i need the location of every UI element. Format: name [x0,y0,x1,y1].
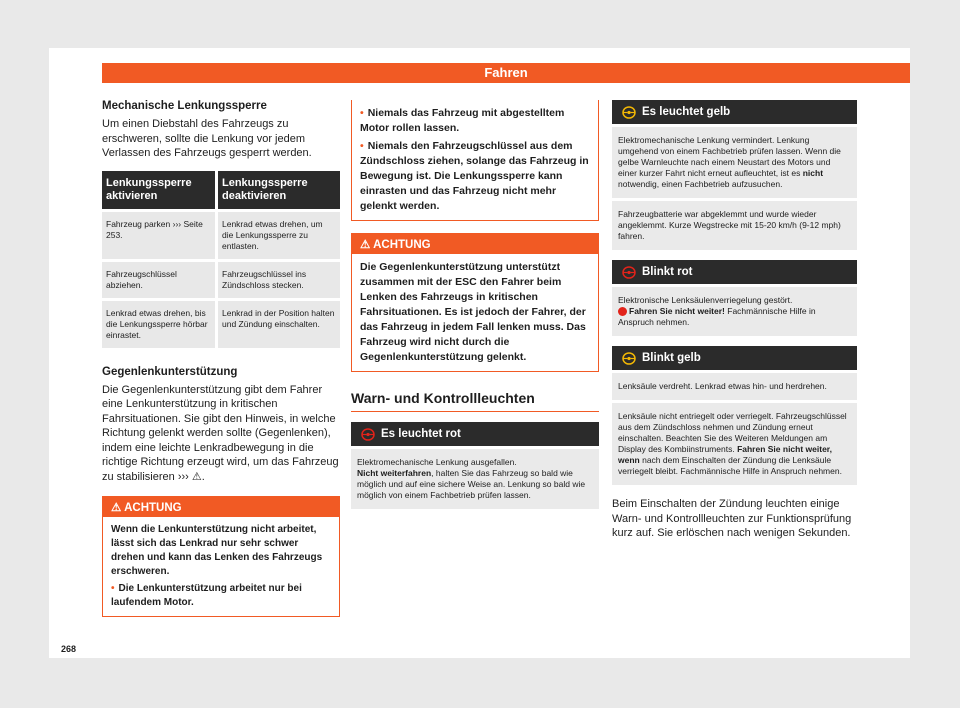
indicator-description: Lenksäule verdreht. Lenkrad etwas hin- und herdrehen. [612,370,857,400]
section-heading: Mechanische Lenkungssperre [102,100,267,112]
page-number: 268 [61,644,77,654]
indicator-title: Es leuchtet gelb [642,106,731,118]
closing-paragraph: Beim Einschalten der Zündung leuchten einige Warn- und Kontrollleuchten zur Funktionsprüfung kurz auf. Sie erlöschen nach wenigen Sekunden. [612,498,852,539]
table-row [102,298,340,348]
indicator-text: , halten Sie das Fahrzeug so bald wie möglich und auf eine sichere Weise an. Lenkung so bald wie möglich von einem Fachbetrieb prüfen lassen. [357,468,586,500]
warning-body: Die Gegenlenkunterstützung unterstützt zusammen mit der ESC den Fahrer beim Lenken des Fahrzeugs in kritischen Fahrsituationen. Es ist jedoch der Fahrer, der das Fahrzeug in jedem Fall lenken muss. Das Fahrzeug wird nicht durch die Gegenlenkunterstützung gelenkt. [360,261,586,363]
warning-body [103,517,339,616]
warning-box [102,496,340,617]
bullet-icon: • [111,583,115,594]
manual-page [49,48,910,658]
table-header: Lenkungssperre deaktivieren [218,171,340,209]
indicator-text: Elektromechanische Lenkung vermindert. Lenkung umgehend von einem Fachbetrieb prüfen lassen. Wenn die gelbe Warnleuchte nach einem Neustart des Motors und einer kurzer Fahrt nicht erneut aufleuchtet, ist es [618,135,841,178]
column-middle [351,100,599,509]
steering-column-icon [622,352,636,365]
indicator-description [351,446,599,509]
warning-box [351,233,599,372]
indicator-text: Elektromechanische Lenkung ausgefallen. [357,457,517,467]
warning-header [103,497,339,517]
indicator-description [612,284,857,336]
indicator-header-red-blink [612,260,857,284]
warning-header [352,234,598,254]
indicator-bold: Fahren Sie nicht weiter! [629,306,725,316]
table-cell: Fahrzeugschlüssel ins Zündschloss stecken. [218,259,340,298]
bullet-icon: • [360,140,364,152]
table-row [102,209,340,259]
indicator-title: Es leuchtet rot [381,428,461,440]
table-cell: Lenkrad etwas drehen, bis die Lenkungssperre hörbar einrastet. [102,298,218,348]
indicator-bold: Fahren Sie nicht weiter, wenn [618,444,833,465]
indicator-title: Blinkt rot [642,266,693,278]
indicator-text: Lenksäule nicht entriegelt oder verriegelt. Fahrzeugschlüssel aus dem Zündschloss nehmen und Zündung erneut einschalten. Beachten Sie des Weiteren Meldungen am Display des Kombiinstruments. [618,411,847,454]
indicator-title: Blinkt gelb [642,352,701,364]
paragraph: Die Gegenlenkunterstützung gibt dem Fahrer eine Lenkunterstützung in kritischen Fahrsituationen. Sie gibt den Hinweis, in welche Richtung gelenkt werden sollte (Gegenlenken), indem eine leichte Lenkradbewegung in die richtige Richtung erzeugt wird, um das Fahrzeug zu stabilisieren ››› ⚠. [102,383,339,483]
warning-bullet: Die Lenkunterstützung arbeitet nur bei laufendem Motor. [111,583,302,608]
indicator-description [612,400,857,485]
indicator-bold: nicht [802,168,824,178]
warning-title: ACHTUNG [124,502,182,514]
indicator-text: nach dem Einschalten der Zündung die Lenksäule verriegelt bleibt. Fachmännische Hilfe in Anspruch nehmen. [618,455,842,476]
warning-icon: ⚠ [111,502,122,514]
steering-column-icon [622,266,636,279]
steering-warning-icon [361,428,375,441]
steering-lock-table [102,171,340,348]
stop-icon [618,307,627,316]
section-title: Warn- und Kontrollleuchten [351,390,599,412]
indicator-bold: Nicht weiterfahren [357,468,432,478]
indicator-text: notwendig, einen Fachbetrieb aufzusuchen. [618,179,783,189]
steering-warning-icon [622,106,636,119]
indicator-text: Fachmännische Hilfe in Anspruch nehmen. [618,306,816,327]
warning-bullet: Niemals das Fahrzeug mit abgestelltem Motor rollen lassen. [360,107,565,134]
table-cell: Lenkrad in der Position halten und Zündung einschalten. [218,298,340,348]
indicator-header-yellow [612,100,857,124]
warning-body [352,100,598,220]
warning-icon: ⚠ [360,239,371,251]
indicator-description [612,124,857,198]
indicator-text: Elektronische Lenksäulenverriegelung gestört. [618,295,793,305]
table-cell: Fahrzeug parken ››› Seite 253. [102,209,218,259]
table-header: Lenkungssperre aktivieren [102,171,218,209]
bullet-icon: • [360,107,364,119]
warning-text: Wenn die Lenkunterstützung nicht arbeitet, lässt sich das Lenkrad nur sehr schwer drehen und kann das Lenken des Fahrzeugs erschweren. [111,524,323,577]
table-row [102,259,340,298]
warning-bullet: Niemals den Fahrzeugschlüssel aus dem Zündschloss ziehen, solange das Fahrzeug in Bewegung ist. Die Lenkungssperre kann einrasten und das Fahrzeug nicht mehr gelenkt werden. [360,140,589,212]
table-cell: Fahrzeugschlüssel abziehen. [102,259,218,298]
indicator-header-yellow-blink [612,346,857,370]
column-left [102,100,340,617]
indicator-header-red [351,422,599,446]
warning-continuation [351,100,599,221]
warning-title: ACHTUNG [373,239,431,251]
page-header: Fahren [102,63,910,83]
paragraph: Um einen Diebstahl des Fahrzeugs zu erschweren, sollte die Lenkung vor jedem Verlassen des Fahrzeugs gesperrt werden. [102,118,312,159]
section-heading: Gegenlenkunterstützung [102,365,238,378]
column-right [612,100,857,541]
table-cell: Lenkrad etwas drehen, um die Lenkungssperre zu entlasten. [218,209,340,259]
indicator-description: Fahrzeugbatterie war abgeklemmt und wurde wieder angeklemmt. Kurze Wegstrecke mit 15-20 km/h (9-12 mph) fahren. [612,198,857,250]
